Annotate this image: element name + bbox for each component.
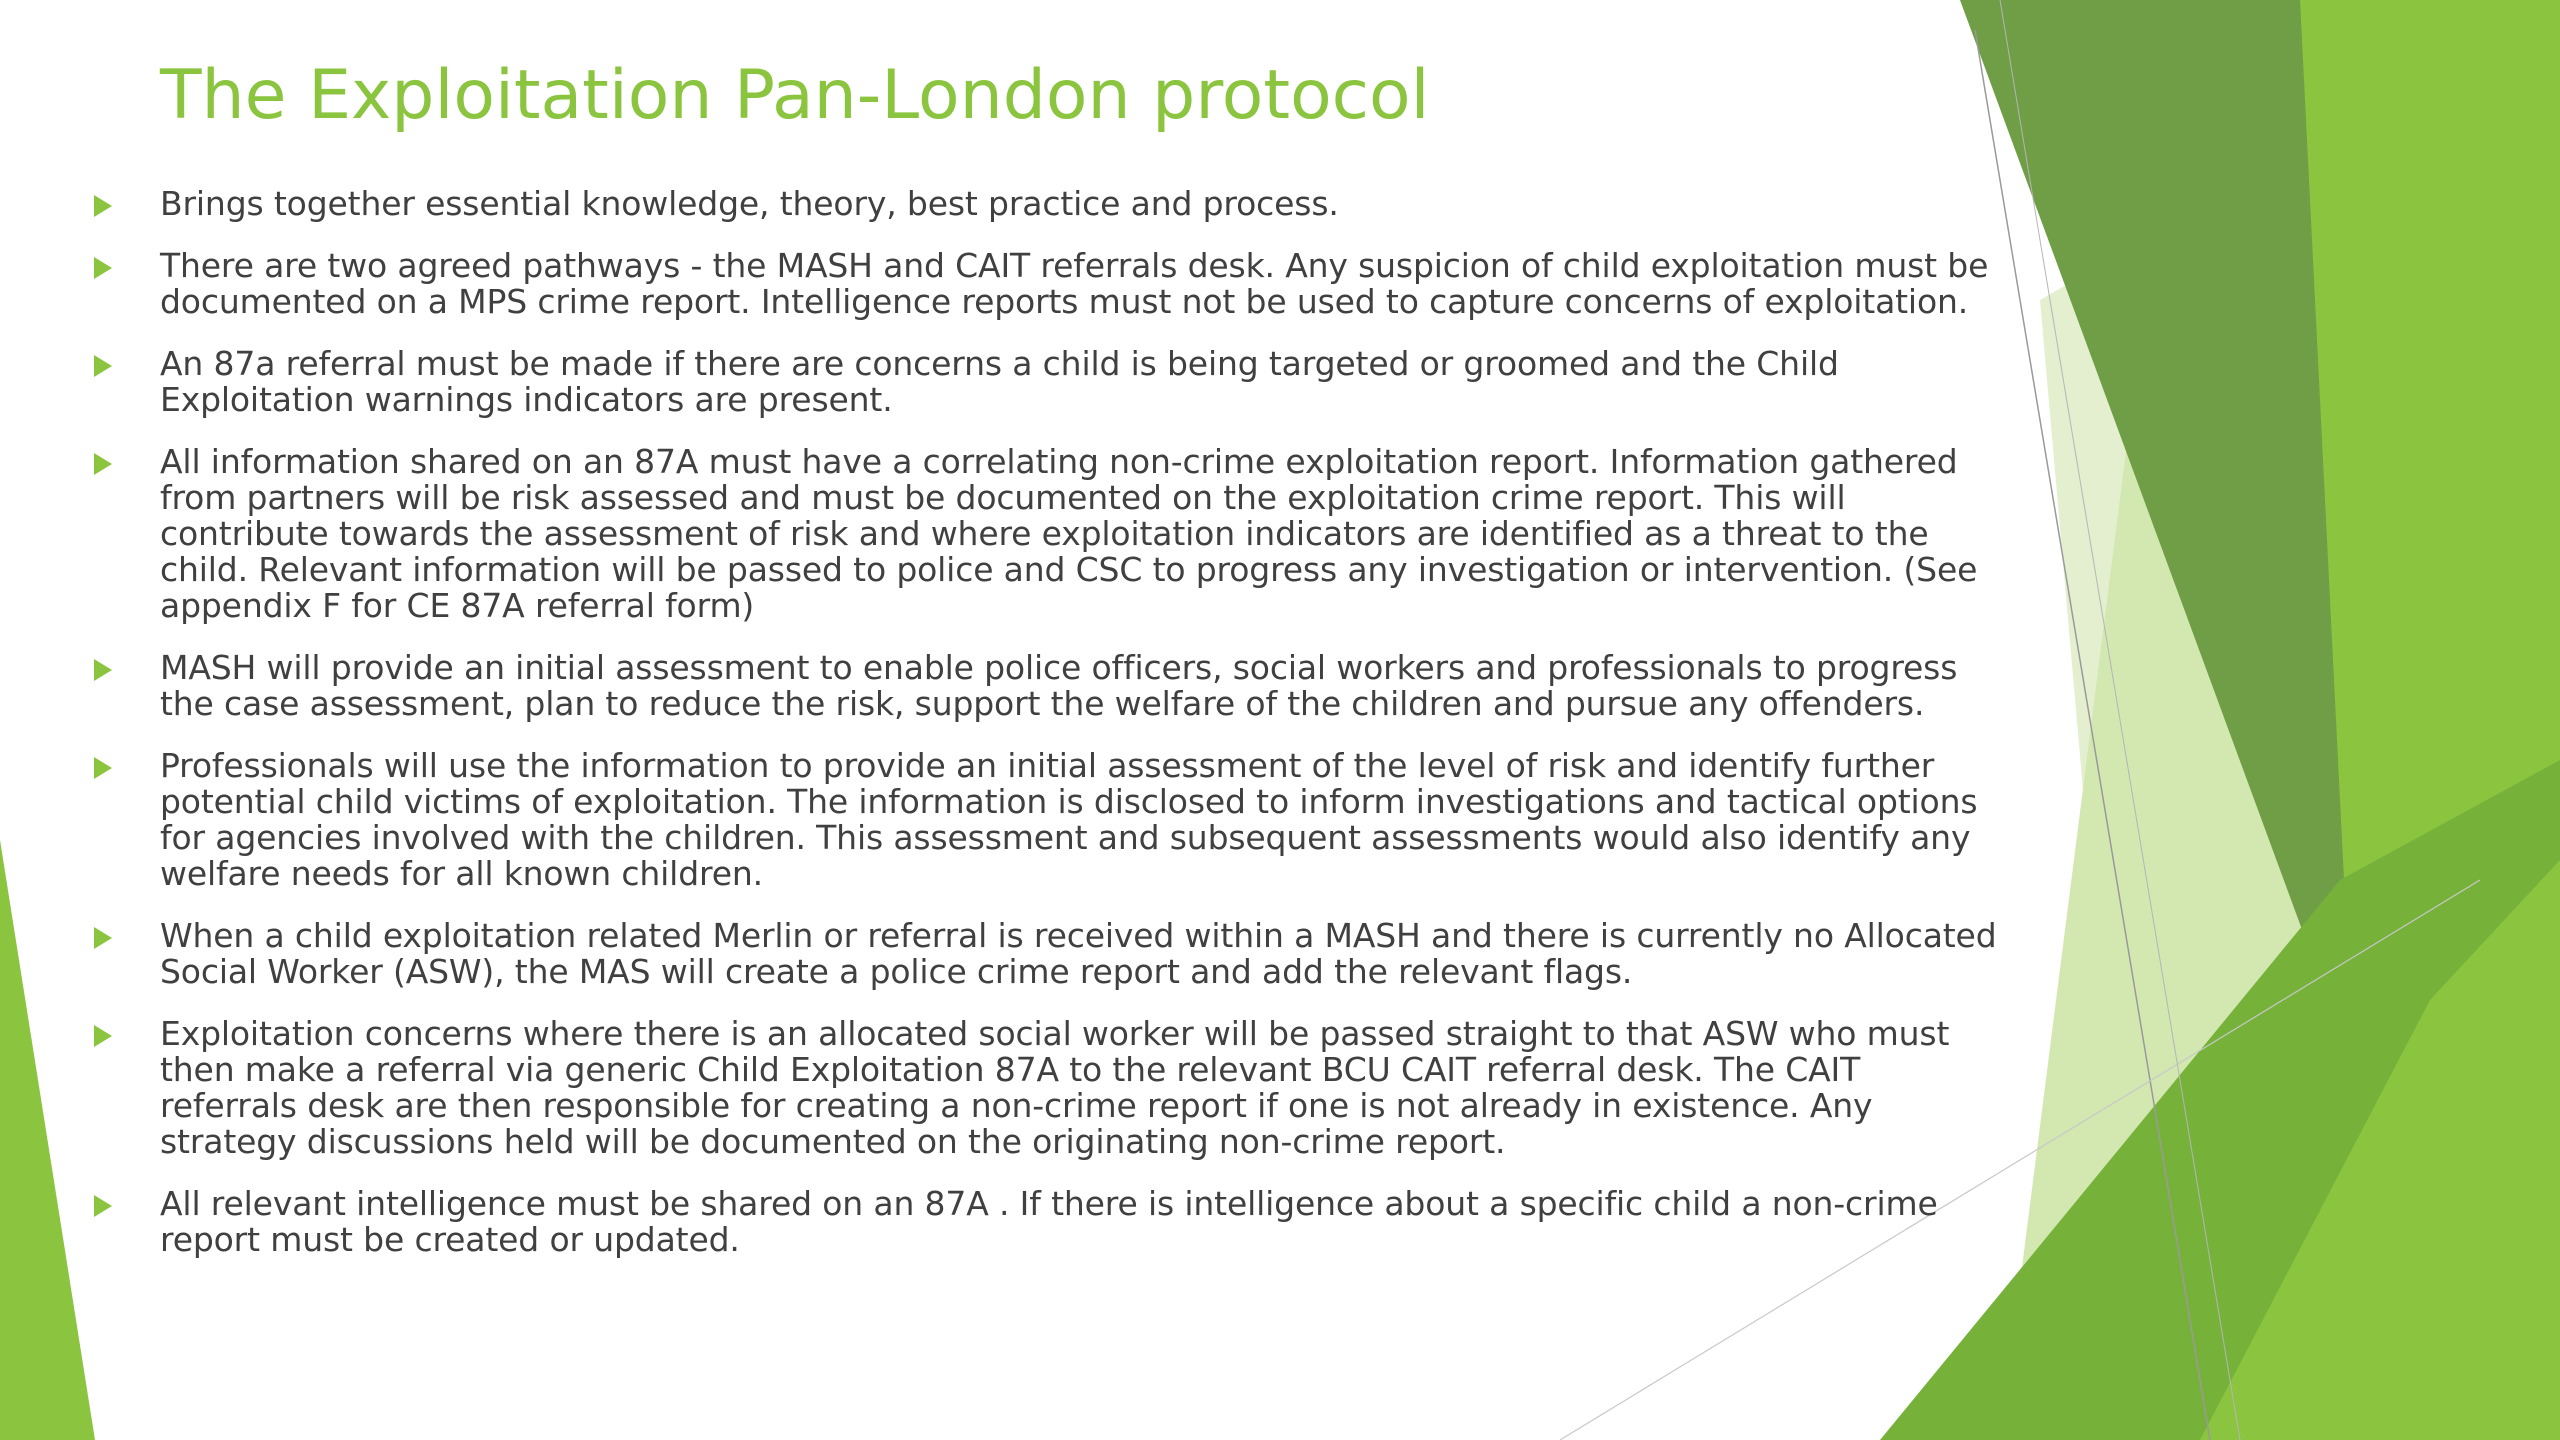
bullet-text: All information shared on an 87A must have a correlating non-crime exploitation report. Information gathered from partners will be risk assessed and must be documented on the exploitation crime report. This will contribute towards the assessment of risk and where exploitation indicators are identified as a threat to the child. Relevant information will be passed to police and CSC to progress any investigation or intervention. (See appendix F for CE 87A referral form) — [160, 442, 1978, 625]
bullet-item — [0, 650, 2000, 722]
bullet-text: All relevant intelligence must be shared on an 87A . If there is intelligence about a specific child a non-crime report must be created or updated. — [160, 1184, 1938, 1259]
bullet-text: There are two agreed pathways - the MASH and CAIT referrals desk. Any suspicion of child exploitation must be documented on a MPS crime report. Intelligence reports must not be used to capture concerns of exploitation. — [160, 246, 1989, 321]
bullet-item — [0, 918, 2000, 990]
bullet-arrow-icon — [94, 1195, 112, 1217]
bullet-item — [0, 444, 2000, 624]
bullet-arrow-icon — [94, 757, 112, 779]
bullet-item — [0, 248, 2000, 320]
bullet-text: An 87a referral must be made if there are concerns a child is being targeted or groomed and the Child Exploitation warnings indicators are present. — [160, 344, 1839, 419]
bullet-text: Brings together essential knowledge, theory, best practice and process. — [160, 184, 1339, 223]
slide-title: The Exploitation Pan-London protocol — [160, 56, 1430, 135]
bullet-item — [0, 1016, 2000, 1160]
bullet-text: MASH will provide an initial assessment to enable police officers, social workers and professionals to progress the case assessment, plan to reduce the risk, support the welfare of the children and pursue any offenders. — [160, 648, 1958, 723]
bullet-arrow-icon — [94, 927, 112, 949]
bullet-arrow-icon — [94, 195, 112, 217]
bullet-list — [0, 186, 2000, 1284]
bullet-arrow-icon — [94, 355, 112, 377]
bullet-arrow-icon — [94, 1025, 112, 1047]
bullet-text: Exploitation concerns where there is an allocated social worker will be passed straight to that ASW who must then make a referral via generic Child Exploitation 87A to the relevant BCU CAIT referral desk. The CAIT referrals desk are then responsible for creating a non-crime report if one is not already in existence. Any strategy discussions held will be documented on the originating non-crime report. — [160, 1014, 1950, 1161]
bullet-item — [0, 1186, 2000, 1258]
bullet-arrow-icon — [94, 257, 112, 279]
bullet-item — [0, 346, 2000, 418]
bullet-item — [0, 186, 2000, 222]
bullet-arrow-icon — [94, 453, 112, 475]
bullet-item — [0, 748, 2000, 892]
bullet-text: Professionals will use the information to provide an initial assessment of the level of risk and identify further potential child victims of exploitation. The information is disclosed to inform investigations and tactical options for agencies involved with the children. This assessment and subsequent assessments would also identify any welfare needs for all known children. — [160, 746, 1978, 893]
bullet-arrow-icon — [94, 659, 112, 681]
bullet-text: When a child exploitation related Merlin or referral is received within a MASH and there is currently no Allocated Social Worker (ASW), the MAS will create a police crime report and add the relevant flags. — [160, 916, 1997, 991]
